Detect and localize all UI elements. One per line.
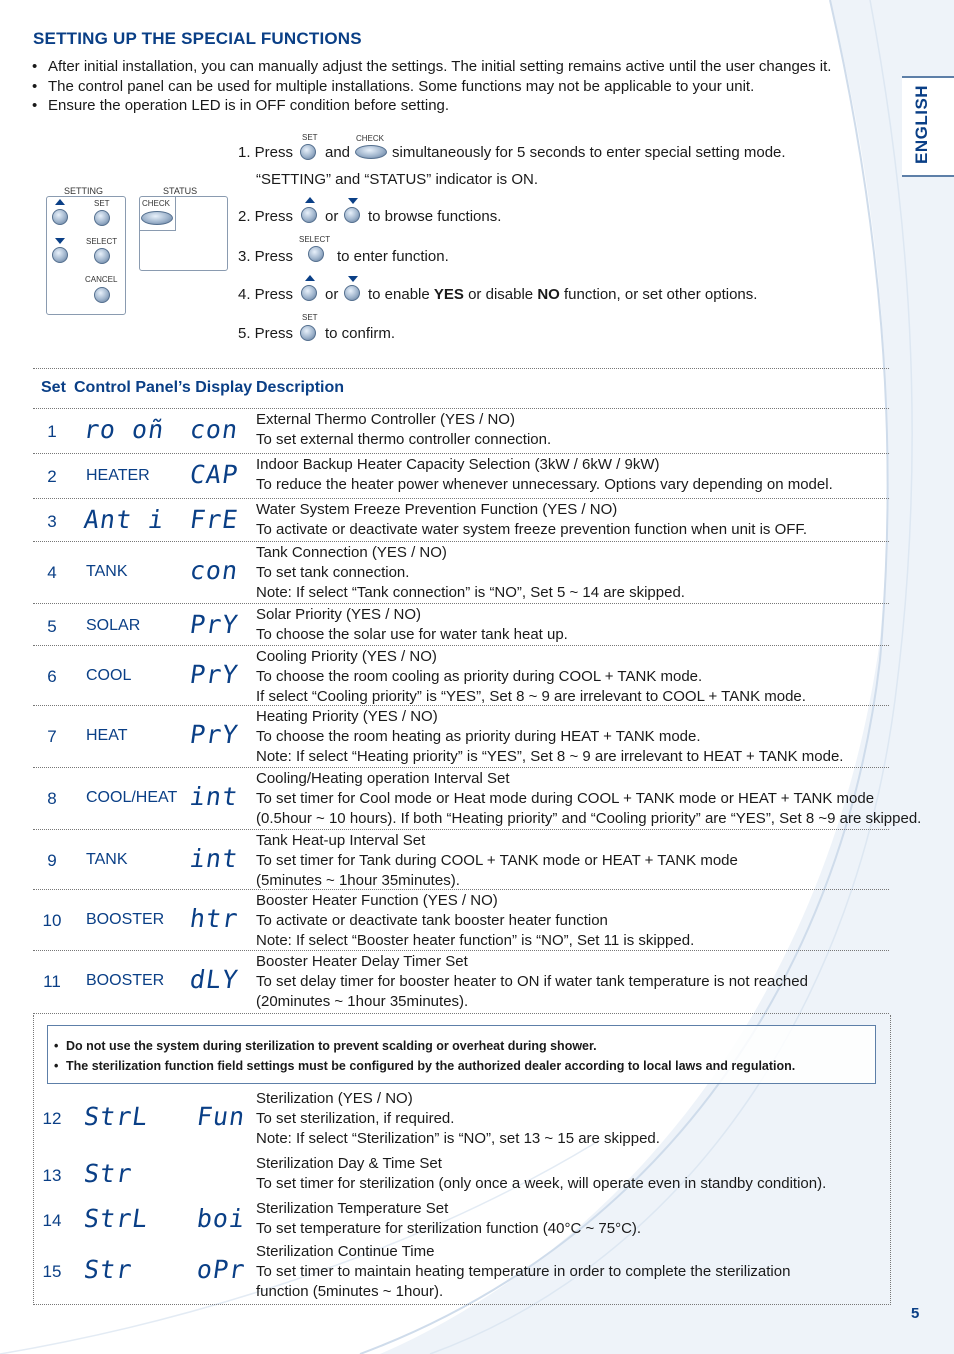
description-line: Tank Heat-up Interval Set [256,832,426,849]
panel-setting-label: SETTING [64,186,104,196]
panel-check-label: CHECK [142,199,171,208]
down-arrow-icon [348,198,358,204]
warning-item: • Do not use the system during sterilization to prevent scalding or overheat during shower. [54,1036,795,1056]
panel-check-button[interactable] [141,211,173,225]
table-divider [33,1013,889,1014]
description-line: (0.5hour ~ 10 hours). If both “Heating priority” and “Cooling priority” are “YES”, Set 8 ~9 are skipped. [256,810,922,827]
down-button-icon [344,285,360,301]
description-line: To set timer for Tank during COOL + TANK mode or HEAT + TANK mode [256,852,738,869]
bullet-item: • Ensure the operation LED is in OFF condition before setting. [32,96,831,116]
description-line: Booster Heater Function (YES / NO) [256,892,498,909]
step-1-text: 1. Press [238,144,294,161]
table-divider [33,767,889,768]
lcd-display-left: ro oñ [82,415,167,444]
set-number: 10 [42,911,62,930]
description-line: To choose the room heating as priority during HEAT + TANK mode. [256,728,701,745]
description-line: Sterilization (YES / NO) [256,1090,413,1107]
lcd-display-left: StrL [82,1102,151,1131]
table-divider [33,408,889,409]
description-line: Booster Heater Delay Timer Set [256,953,468,970]
down-arrow-icon [348,276,358,282]
lcd-display-left: Str [82,1159,135,1188]
lcd-display-left: Str [82,1255,135,1284]
lcd-display-right: con [188,556,241,585]
check-icon-label: CHECK [356,134,385,143]
lcd-display-right: Fun [195,1102,248,1131]
description-line: Solar Priority (YES / NO) [256,606,422,623]
header-set: Set [41,379,66,396]
table-divider [33,889,889,890]
set-button-icon [300,144,316,160]
bullet-item: • The control panel can be used for multiple installations. Some functions may not be applicable to your unit. [32,77,831,97]
language-tab [902,76,954,177]
lcd-display-right: PrY [188,660,241,689]
description-line: To set tank connection. [256,564,410,581]
set-number: 3 [47,512,57,531]
set-number: 14 [42,1211,62,1230]
description-line: function (5minutes ~ 1hour). [256,1283,444,1300]
set-number: 6 [47,667,57,686]
description-line: To set timer for Cool mode or Heat mode during COOL + TANK mode or HEAT + TANK mode [256,790,875,807]
set-number: 12 [42,1109,62,1128]
description-line: (5minutes ~ 1hour 35minutes). [256,872,460,889]
function-label: BOOSTER [86,911,165,928]
panel-cancel-label: CANCEL [85,275,118,284]
step-3-desc: to enter function. [337,248,449,265]
lcd-display-right: CAP [188,460,241,489]
table-divider [33,368,889,369]
table-divider [33,645,889,646]
description-line: To reduce the heater power whenever unnecessary. Options vary depending on model. [256,476,833,493]
set-number: 2 [47,467,57,486]
lcd-display-left: Ant i [82,505,167,534]
lcd-display-right: int [188,782,241,811]
panel-set-button[interactable] [94,210,110,226]
lcd-display-right: con [188,415,241,444]
description-line: Heating Priority (YES / NO) [256,708,438,725]
description-line: To activate or deactivate tank booster heater function [256,912,608,929]
table-divider [33,541,889,542]
check-button-icon [355,145,387,159]
step-1-note: “SETTING” and “STATUS” indicator is ON. [256,171,538,188]
description-line: Sterilization Day & Time Set [256,1155,442,1172]
set-number: 8 [47,789,57,808]
up-button-icon [301,207,317,223]
description-line: Note: If select “Sterilization” is “NO”, set 13 ~ 15 are skipped. [256,1130,660,1147]
description-line: Cooling Priority (YES / NO) [256,648,437,665]
header-description: Description [256,379,345,396]
header-display: Control Panel’s Display [74,379,253,396]
select-button-icon [308,246,324,262]
lcd-display-left: StrL [82,1204,151,1233]
function-label: HEATER [86,467,150,484]
description-line: Tank Connection (YES / NO) [256,544,447,561]
bullet-item: • After initial installation, you can manually adjust the settings. The initial setting remains active until the user changes it. [32,57,831,77]
panel-select-label: SELECT [86,237,118,246]
function-label: HEAT [86,727,128,744]
description-line: To set timer to maintain heating temperature in order to complete the sterilization [256,1263,791,1280]
up-button-icon [301,285,317,301]
step-3-text: 3. Press [238,248,294,265]
down-button-icon [344,207,360,223]
table-divider [33,829,889,830]
panel-cancel-button[interactable] [94,287,110,303]
step-4-or: or [325,286,339,303]
function-label: TANK [86,851,128,868]
step-2-desc: to browse functions. [368,208,502,225]
panel-down-button[interactable] [52,247,68,263]
set-number: 4 [47,563,57,582]
step-2-or: or [325,208,339,225]
up-arrow-icon [55,199,65,205]
description-line: To set sterilization, if required. [256,1110,455,1127]
table-divider [33,453,889,454]
set-number: 7 [47,727,57,746]
description-line: To set external thermo controller connection. [256,431,552,448]
page-number: 5 [911,1305,920,1322]
step-5-desc: to confirm. [325,325,396,342]
set-number: 5 [47,617,57,636]
up-arrow-icon [305,197,315,203]
set-number: 1 [47,422,57,441]
lcd-display-right: htr [188,904,241,933]
down-arrow-icon [55,238,65,244]
panel-select-button[interactable] [94,248,110,264]
step-1-desc: simultaneously for 5 seconds to enter special setting mode. [392,144,786,161]
step-2-text: 2. Press [238,208,294,225]
function-label: SOLAR [86,617,141,634]
step-5-text: 5. Press [238,325,294,342]
description-line: Note: If select “Heating priority” is “YES”, Set 8 ~ 9 are irrelevant to HEAT + TANK mode. [256,748,844,765]
description-line: To set delay timer for booster heater to ON if water tank temperature is not reached [256,973,808,990]
warning-item: • The sterilization function field settings must be configured by the authorized dealer according to local laws and regulation. [54,1056,795,1076]
description-line: Note: If select “Booster heater function” is “NO”, Set 11 is skipped. [256,932,695,949]
description-line: To activate or deactivate water system freeze prevention function when unit is OFF. [256,521,808,538]
description-line: To choose the solar use for water tank heat up. [256,626,568,643]
panel-up-button[interactable] [52,209,68,225]
intro-bullets [32,57,831,116]
panel-status-label: STATUS [163,186,198,196]
lcd-display-right: PrY [188,720,241,749]
lcd-display-right: FrE [188,505,241,534]
description-line: Sterilization Continue Time [256,1243,435,1260]
description-line: Water System Freeze Prevention Function (YES / NO) [256,501,618,518]
function-label: BOOSTER [86,972,165,989]
description-line: Cooling/Heating operation Interval Set [256,770,510,787]
step-4-text: 4. Press [238,286,294,303]
lcd-display-right: dLY [188,965,241,994]
section-heading: SETTING UP THE SPECIAL FUNCTIONS [33,29,362,48]
description-line: To set timer for sterilization (only once a week, will operate even in standby condition). [256,1175,827,1192]
up-arrow-icon [305,275,315,281]
set-button-icon [300,325,316,341]
set-number: 9 [47,851,57,870]
lcd-display-right: int [188,844,241,873]
lcd-display-right: PrY [188,610,241,639]
step-4-desc: to enable YES or disable NO function, or set other options. [368,286,758,303]
function-label: COOL/HEAT [86,789,178,806]
set-icon-label: SET [302,133,318,142]
description-line: To set temperature for sterilization function (40°C ~ 75°C). [256,1220,642,1237]
description-line: Note: If select “Tank connection” is “NO”, Set 5 ~ 14 are skipped. [256,584,685,601]
function-label: COOL [86,667,132,684]
lcd-display-right: boi [195,1204,248,1233]
language-tab-label: ENGLISH [912,84,931,164]
description-line: External Thermo Controller (YES / NO) [256,411,515,428]
table-divider [33,603,889,604]
description-line: (20minutes ~ 1hour 35minutes). [256,993,469,1010]
function-label: TANK [86,563,128,580]
set-number: 15 [42,1262,62,1281]
lcd-display-right: oPr [195,1255,248,1284]
set-icon-label: SET [302,313,318,322]
description-line: Indoor Backup Heater Capacity Selection (3kW / 6kW / 9kW) [256,456,660,473]
select-icon-label: SELECT [299,235,331,244]
step-1-and: and [325,144,351,161]
panel-set-label: SET [94,199,110,208]
table-divider [33,498,889,499]
description-line: Sterilization Temperature Set [256,1200,449,1217]
description-line: If select “Cooling priority” is “YES”, Set 8 ~ 9 are irrelevant to COOL + TANK mode. [256,688,806,705]
set-number: 11 [43,972,61,991]
warning-box [47,1025,876,1084]
set-number: 13 [42,1166,62,1185]
description-line: To choose the room cooling as priority during COOL + TANK mode. [256,668,703,685]
